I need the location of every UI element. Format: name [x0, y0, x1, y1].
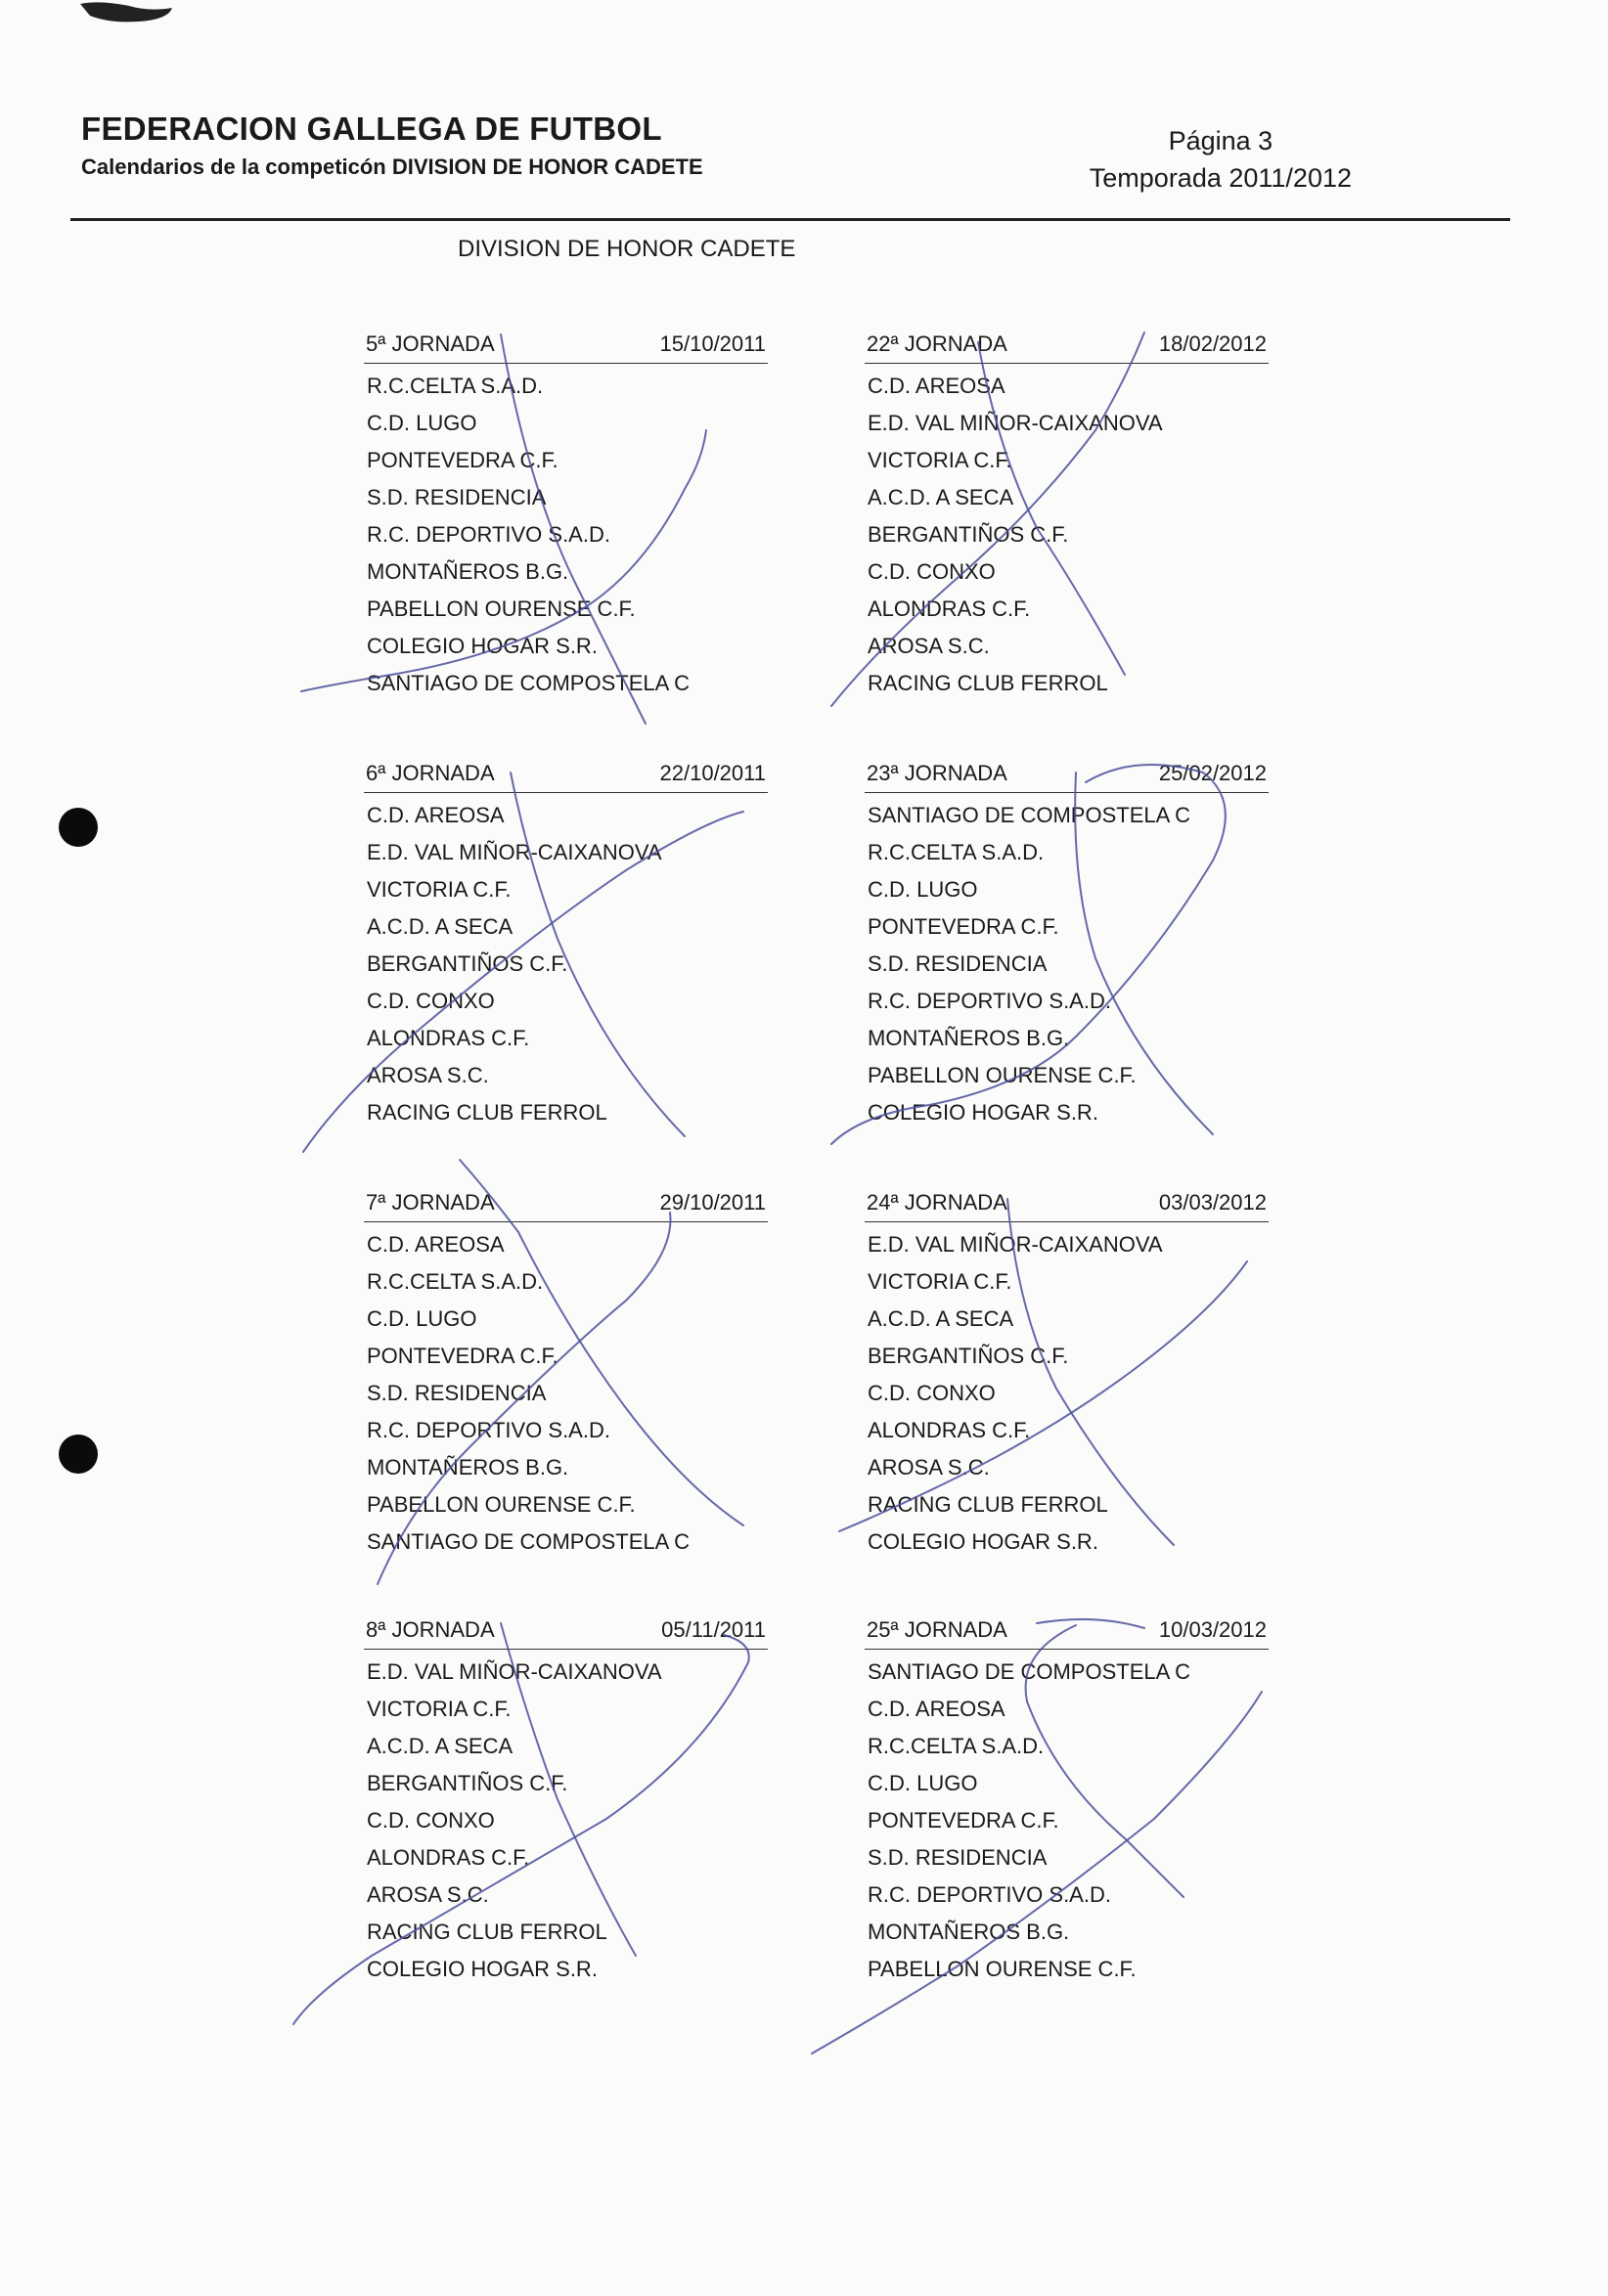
team-name: ALONDRAS C.F. [868, 596, 1031, 621]
team-name: C.D. CONXO [868, 559, 996, 584]
jornada-header [364, 1612, 768, 1650]
jornada-date: 18/02/2012 [1158, 331, 1267, 356]
jornada-date: 15/10/2011 [659, 331, 766, 356]
jornada-header [364, 755, 768, 793]
team-name: C.D. CONXO [367, 1808, 495, 1832]
team-name: PABELLON OURENSE C.F. [868, 1957, 1137, 1981]
team-name: PONTEVEDRA C.F. [868, 914, 1059, 939]
team-name: A.C.D. A SECA [367, 1734, 514, 1758]
jornada-date: 25/02/2012 [1158, 761, 1267, 785]
team-name: RACING CLUB FERROL [367, 1100, 607, 1125]
team-name: ALONDRAS C.F. [367, 1845, 530, 1870]
jornada-block [865, 755, 1269, 1131]
team-name: C.D. AREOSA [868, 374, 1005, 398]
section-title: DIVISION DE HONOR CADETE [458, 236, 796, 262]
jornada-title: 24ª JORNADA [867, 1190, 1007, 1214]
team-name: MONTAÑEROS B.G. [367, 1455, 569, 1479]
team-name: AROSA S.C. [868, 1455, 990, 1479]
team-name: MONTAÑEROS B.G. [367, 559, 569, 584]
team-name: C.D. LUGO [868, 1771, 978, 1795]
team-name: R.C.CELTA S.A.D. [367, 1269, 544, 1294]
team-name: A.C.D. A SECA [868, 485, 1014, 509]
team-name: S.D. RESIDENCIA [868, 951, 1048, 976]
team-name: VICTORIA C.F. [367, 1697, 512, 1721]
jornada-title: 6ª JORNADA [366, 761, 495, 785]
team-name: C.D. CONXO [367, 989, 495, 1013]
jornada-header [364, 1184, 768, 1222]
team-name: C.D. AREOSA [868, 1697, 1005, 1721]
jornada-date: 05/11/2011 [661, 1617, 766, 1642]
team-name: C.D. AREOSA [367, 1232, 505, 1257]
team-name: C.D. AREOSA [367, 803, 505, 827]
team-name: PONTEVEDRA C.F. [868, 1808, 1059, 1832]
jornada-header [865, 755, 1269, 793]
team-name: MONTAÑEROS B.G. [868, 1026, 1070, 1050]
organization-title: FEDERACION GALLEGA DE FUTBOL [81, 110, 662, 147]
jornada-title: 23ª JORNADA [867, 761, 1007, 785]
jornada-header [865, 1184, 1269, 1222]
jornada-date: 29/10/2011 [659, 1190, 766, 1214]
season-label: Temporada 2011/2012 [1089, 163, 1352, 193]
team-name: E.D. VAL MIÑOR-CAIXANOVA [367, 840, 662, 864]
team-name: COLEGIO HOGAR S.R. [367, 1957, 598, 1981]
team-name: MONTAÑEROS B.G. [868, 1920, 1070, 1944]
hole-punch [59, 1435, 98, 1474]
team-name: PABELLON OURENSE C.F. [367, 1492, 636, 1517]
jornada-title: 8ª JORNADA [366, 1617, 495, 1642]
team-name: PONTEVEDRA C.F. [367, 448, 558, 472]
team-name: SANTIAGO DE COMPOSTELA C [868, 803, 1191, 827]
team-name: R.C. DEPORTIVO S.A.D. [367, 522, 610, 547]
jornada-block [364, 1184, 768, 1561]
team-name: R.C.CELTA S.A.D. [868, 840, 1045, 864]
header-rule [70, 218, 1510, 221]
jornada-block [865, 326, 1269, 702]
team-name: BERGANTIÑOS C.F. [367, 1771, 568, 1795]
jornada-title: 25ª JORNADA [867, 1617, 1007, 1642]
team-name: A.C.D. A SECA [367, 914, 514, 939]
jornada-title: 7ª JORNADA [366, 1190, 495, 1214]
team-list [865, 1650, 1269, 1988]
team-list [865, 364, 1269, 702]
team-name: PABELLON OURENSE C.F. [868, 1063, 1137, 1087]
jornada-block [364, 755, 768, 1131]
team-name: BERGANTIÑOS C.F. [868, 522, 1069, 547]
team-name: ALONDRAS C.F. [868, 1418, 1031, 1442]
team-name: E.D. VAL MIÑOR-CAIXANOVA [868, 1232, 1163, 1257]
team-name: RACING CLUB FERROL [868, 671, 1108, 695]
team-name: C.D. LUGO [367, 1306, 477, 1331]
team-list [364, 793, 768, 1131]
team-name: SANTIAGO DE COMPOSTELA C [367, 1529, 691, 1554]
team-name: COLEGIO HOGAR S.R. [868, 1529, 1098, 1554]
team-name: S.D. RESIDENCIA [367, 485, 547, 509]
team-name: A.C.D. A SECA [868, 1306, 1014, 1331]
team-name: BERGANTIÑOS C.F. [367, 951, 568, 976]
team-name: SANTIAGO DE COMPOSTELA C [367, 671, 691, 695]
team-name: PABELLON OURENSE C.F. [367, 596, 636, 621]
team-name: VICTORIA C.F. [868, 1269, 1012, 1294]
document-header [81, 110, 703, 182]
team-name: RACING CLUB FERROL [868, 1492, 1108, 1517]
jornada-block [364, 1612, 768, 1988]
ink-blot [70, 0, 178, 25]
team-name: S.D. RESIDENCIA [868, 1845, 1048, 1870]
jornada-date: 10/03/2012 [1158, 1617, 1267, 1642]
team-name: ALONDRAS C.F. [367, 1026, 530, 1050]
team-name: PONTEVEDRA C.F. [367, 1344, 558, 1368]
team-name: E.D. VAL MIÑOR-CAIXANOVA [868, 411, 1163, 435]
team-name: COLEGIO HOGAR S.R. [367, 634, 598, 658]
jornada-date: 03/03/2012 [1158, 1190, 1267, 1214]
team-name: AROSA S.C. [868, 634, 990, 658]
team-name: R.C.CELTA S.A.D. [367, 374, 544, 398]
jornada-header [865, 1612, 1269, 1650]
team-name: RACING CLUB FERROL [367, 1920, 607, 1944]
page-info [1090, 122, 1352, 197]
competition-subtitle: Calendarios de la competicón DIVISION DE HONOR CADETE [81, 155, 703, 179]
team-list [364, 1650, 768, 1988]
jornada-block [364, 326, 768, 702]
team-name: C.D. CONXO [868, 1381, 996, 1405]
jornada-date: 22/10/2011 [659, 761, 766, 785]
team-name: C.D. LUGO [367, 411, 477, 435]
team-name: COLEGIO HOGAR S.R. [868, 1100, 1098, 1125]
team-name: R.C. DEPORTIVO S.A.D. [367, 1418, 610, 1442]
team-name: S.D. RESIDENCIA [367, 1381, 547, 1405]
jornada-title: 22ª JORNADA [867, 331, 1007, 356]
jornada-title: 5ª JORNADA [366, 331, 495, 356]
team-name: VICTORIA C.F. [367, 877, 512, 902]
hole-punch [59, 808, 98, 847]
team-name: R.C. DEPORTIVO S.A.D. [868, 1882, 1111, 1907]
jornada-block [865, 1612, 1269, 1988]
team-name: R.C.CELTA S.A.D. [868, 1734, 1045, 1758]
team-name: R.C. DEPORTIVO S.A.D. [868, 989, 1111, 1013]
team-name: BERGANTIÑOS C.F. [868, 1344, 1069, 1368]
page-number: Página 3 [1168, 126, 1273, 155]
team-name: E.D. VAL MIÑOR-CAIXANOVA [367, 1659, 662, 1684]
team-list [364, 364, 768, 702]
team-name: C.D. LUGO [868, 877, 978, 902]
jornada-block [865, 1184, 1269, 1561]
team-name: AROSA S.C. [367, 1882, 489, 1907]
team-name: VICTORIA C.F. [868, 448, 1012, 472]
team-list [364, 1222, 768, 1561]
jornada-header [364, 326, 768, 364]
team-name: AROSA S.C. [367, 1063, 489, 1087]
jornada-header [865, 326, 1269, 364]
team-name: SANTIAGO DE COMPOSTELA C [868, 1659, 1191, 1684]
team-list [865, 1222, 1269, 1561]
team-list [865, 793, 1269, 1131]
